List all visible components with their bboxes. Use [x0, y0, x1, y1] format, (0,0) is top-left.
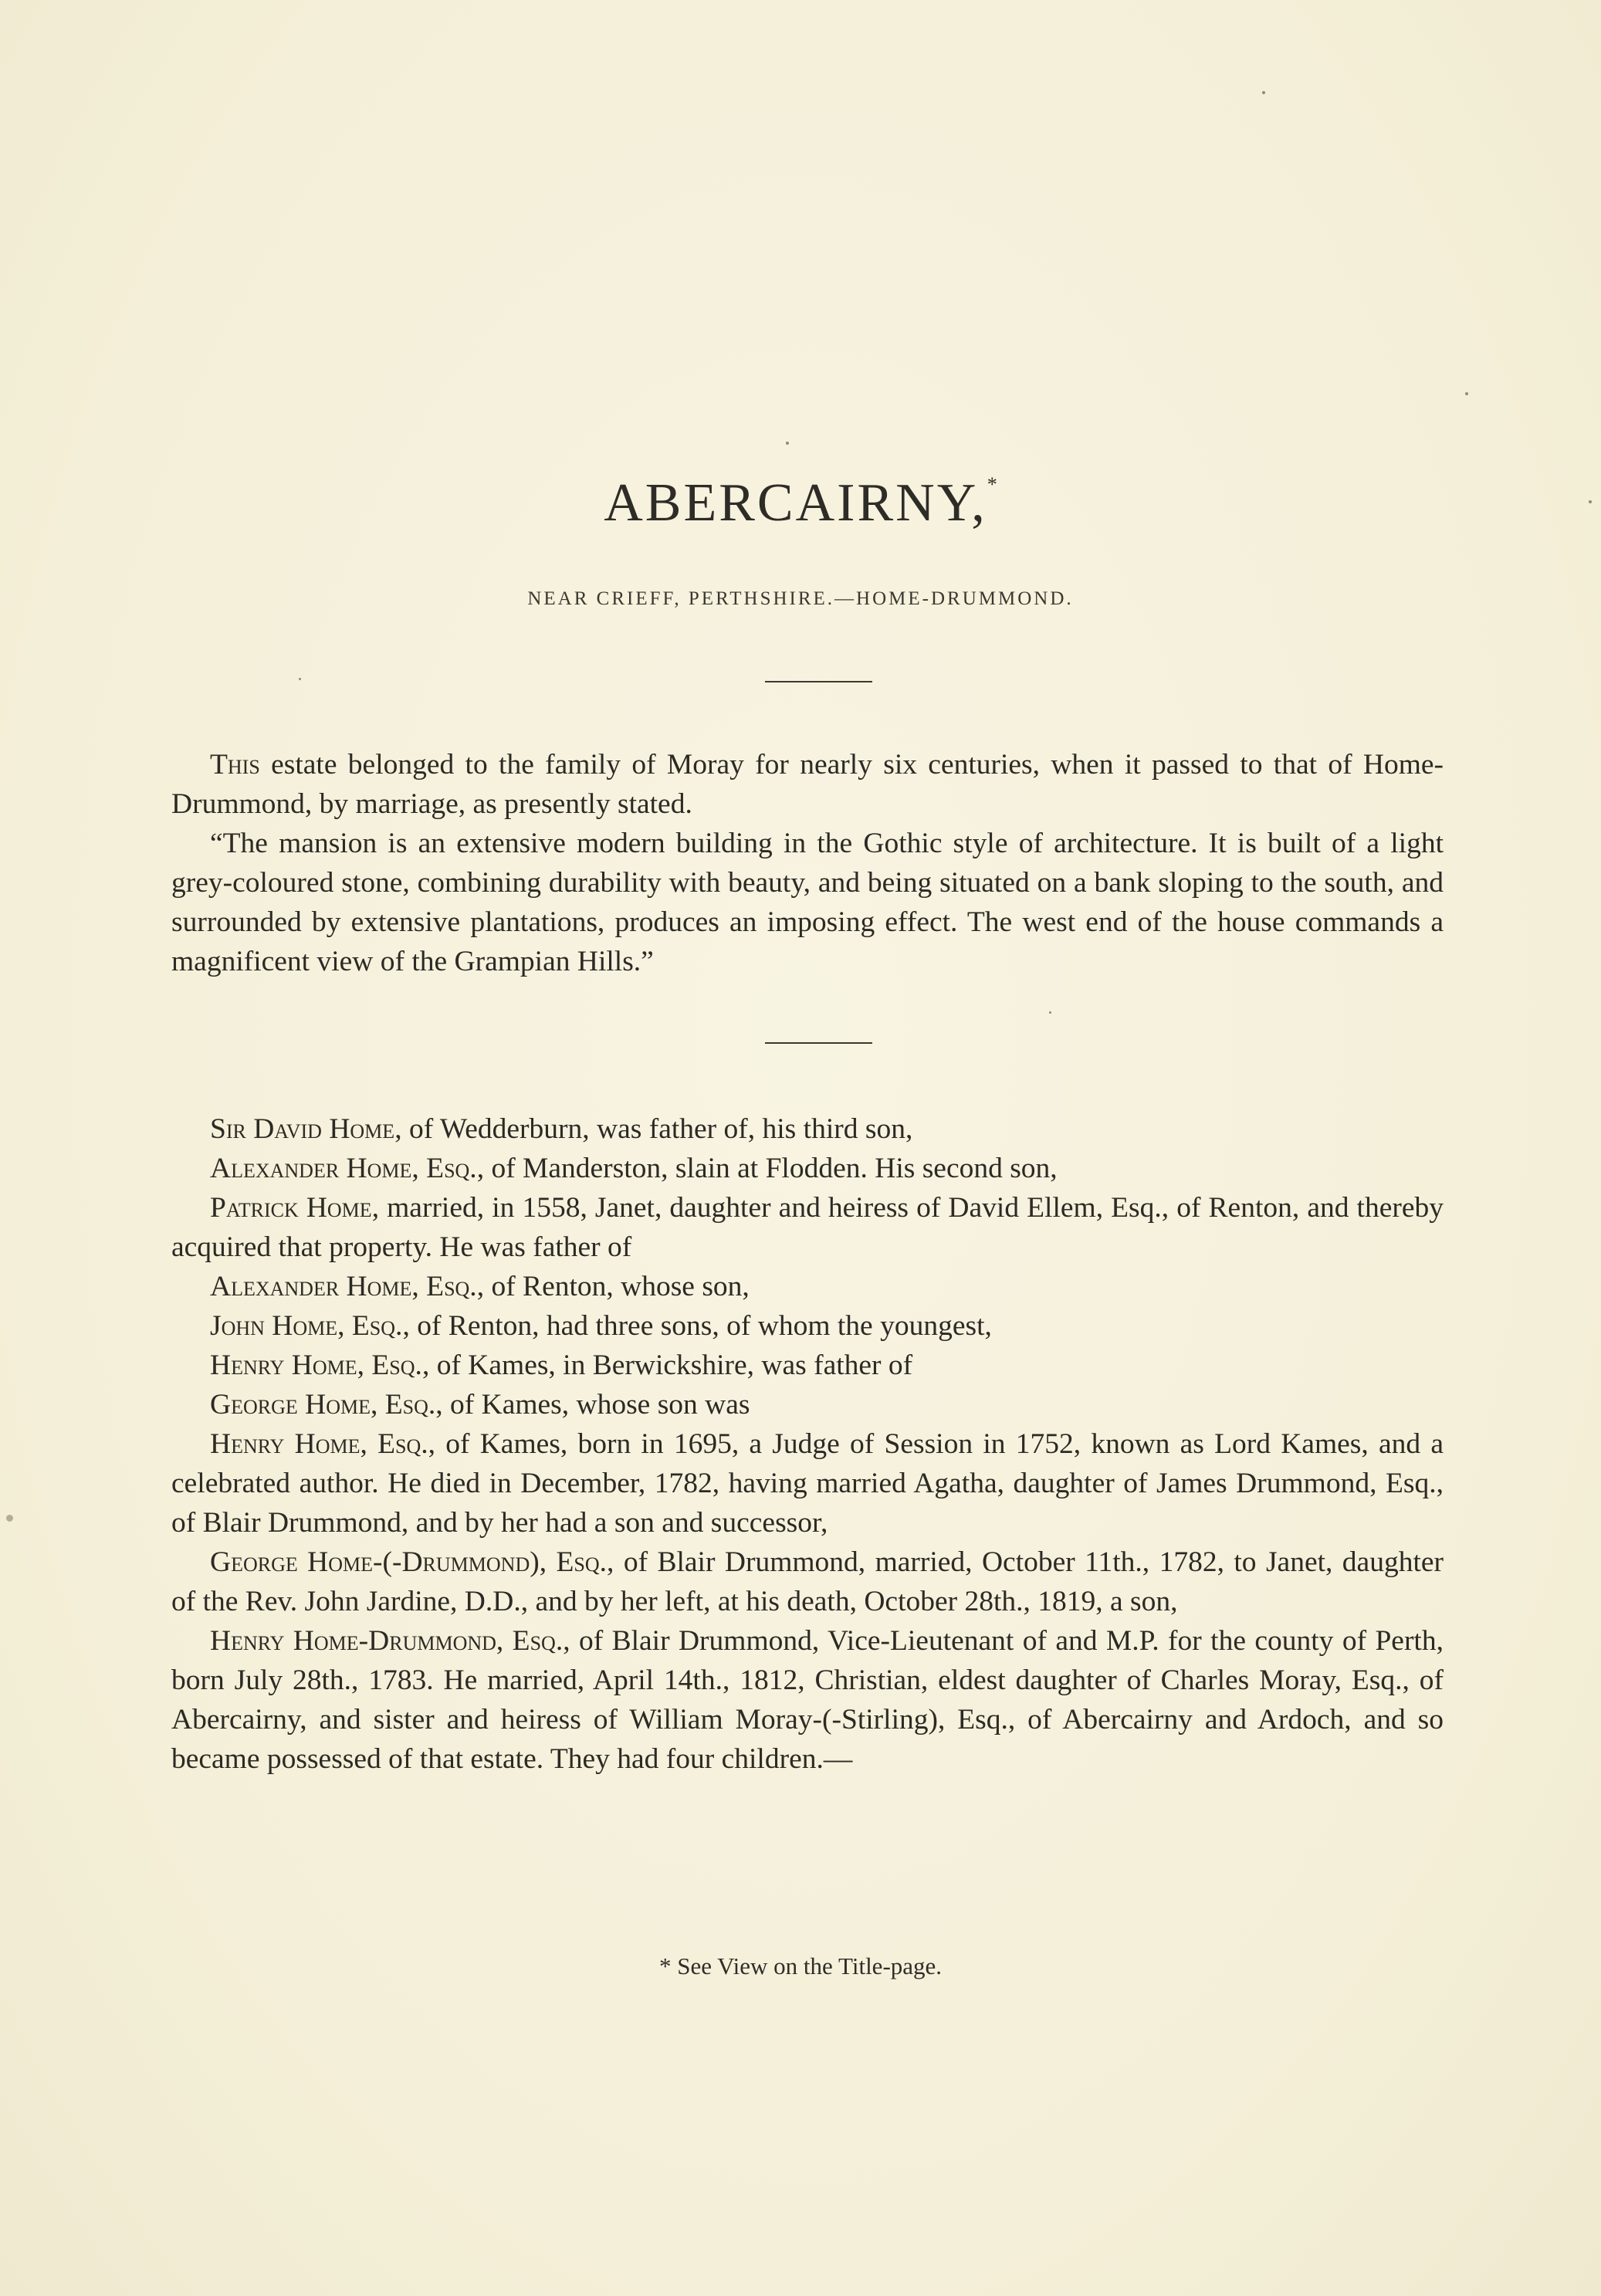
genealogy-entry [171, 1149, 1444, 1188]
person-name: Henry Home, Esq. [210, 1428, 428, 1460]
person-name: Patrick Home [210, 1192, 372, 1224]
paper-speck [1589, 500, 1592, 503]
entry-text: , of Renton, whose son, [476, 1271, 750, 1302]
genealogy-entry [171, 1109, 1444, 1149]
person-name: Henry Home-Drummond, Esq. [210, 1625, 564, 1657]
person-name: Sir David Home [210, 1113, 395, 1145]
paper-speck [1262, 91, 1265, 94]
divider-middle [765, 1042, 872, 1044]
genealogy-entry [171, 1385, 1444, 1424]
subtitle: NEAR CRIEFF, PERTHSHIRE.—HOME-DRUMMOND. [527, 588, 1074, 609]
title-block [0, 473, 1601, 533]
genealogy-entry [171, 1621, 1444, 1779]
intro-paragraph-1 [171, 745, 1444, 824]
genealogy-entry [171, 1306, 1444, 1346]
genealogy-entry [171, 1424, 1444, 1543]
paper-speck [1465, 392, 1468, 395]
person-name: George Home, Esq. [210, 1389, 436, 1421]
person-name: Alexander Home, Esq. [210, 1271, 477, 1302]
entry-text: , of Kames, born in 1695, a Judge of Session in 1752, known as Lord Kames, and a celebrated author. He died in December, 1782, having married Agatha, daughter of James Drummond, Esq., of Blair Drummond, and by her had a son and successor, [171, 1428, 1444, 1539]
page-title [0, 473, 1601, 533]
entry-text: , of Blair Drummond, married, October 11th., 1782, to Janet, daughter of the Rev. John Jardine, D.D., and by her left, at his death, October 28th., 1819, a son, [171, 1546, 1444, 1617]
title-footnote-mark: * [987, 473, 997, 496]
intro-text-1: estate belonged to the family of Moray for nearly six centuries, when it passed to that of Home-Drummond, by marriage, as presently stated. [171, 749, 1444, 820]
paper-speck [6, 1515, 13, 1522]
entry-text: , of Kames, whose son was [435, 1389, 750, 1421]
intro-lead-word: This [210, 749, 260, 781]
entry-text: , married, in 1558, Janet, daughter and heiress of David Ellem, Esq., of Renton, and thereby acquired that property. He was father of [171, 1192, 1444, 1263]
paper-speck [786, 442, 789, 445]
title-text: ABERCAIRNY, [604, 473, 987, 533]
intro-paragraph-2 [171, 824, 1444, 981]
entry-text: , of Renton, had three sons, of whom the youngest, [402, 1310, 992, 1342]
paper-speck [1049, 1011, 1051, 1014]
genealogy-entry [171, 1543, 1444, 1621]
genealogy-entry [171, 1346, 1444, 1385]
person-name: George Home-(-Drummond), Esq. [210, 1546, 608, 1578]
divider-top [765, 681, 872, 682]
entry-text: , of Kames, in Berwickshire, was father of [421, 1349, 913, 1381]
paper-speck [299, 678, 301, 680]
entry-text: , of Manderston, slain at Flodden. His second son, [476, 1153, 1058, 1184]
person-name: John Home, Esq. [210, 1310, 403, 1342]
genealogy-entry [171, 1267, 1444, 1306]
entry-text: , of Wedderburn, was father of, his third son, [394, 1113, 913, 1145]
person-name: Alexander Home, Esq. [210, 1153, 477, 1184]
person-name: Henry Home, Esq. [210, 1349, 422, 1381]
genealogy-section [171, 1109, 1444, 1779]
intro-section [171, 745, 1444, 981]
entry-text: , of Blair Drummond, Vice-Lieutenant of and M.P. for the county of Perth, born July 28th., 1783. He married, April 14th., 1812, Christian, eldest daughter of Charles Moray, Esq., of Abercairny, and sister and heiress of William Moray-(-Stirling), Esq., of Abercairny and Ardoch, and so became possessed of that estate. They had four children.— [171, 1625, 1444, 1775]
footnote: * See View on the Title-page. [658, 1952, 943, 1979]
intro-text-2: “The mansion is an extensive modern building in the Gothic style of architecture. It is built of a light grey-coloured stone, combining durability with beauty, and being situated on a bank sloping to the south, and surrounded by extensive plantations, produces an imposing effect. The west end of the house commands a magnificent view of the Grampian Hills.” [171, 828, 1444, 977]
genealogy-entry [171, 1188, 1444, 1267]
